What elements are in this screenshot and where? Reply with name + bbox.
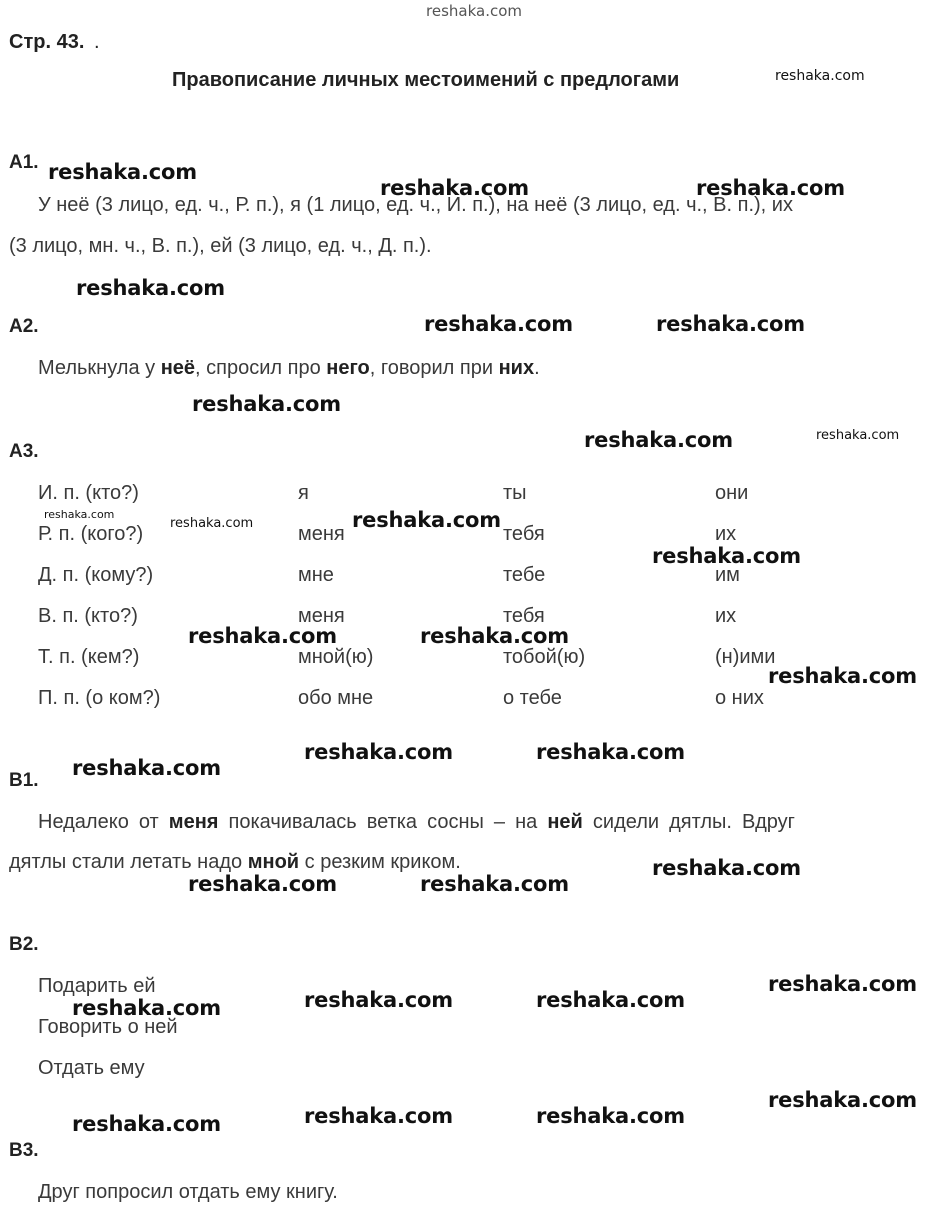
b1-text-part: сидели дятлы. Вдруг <box>582 811 795 833</box>
a2-text <box>38 357 540 380</box>
b2-line: Говорить о ней <box>38 1016 178 1038</box>
watermark: reshaka.com <box>652 544 801 568</box>
watermark: reshaka.com <box>72 756 221 780</box>
a1-line-1: У неё (3 лицо, ед. ч., Р. п.), я (1 лицо, ед. ч., И. п.), на неё (3 лицо, ед. ч., В. п.), их <box>38 194 793 216</box>
watermark: reshaka.com <box>656 312 805 336</box>
a3-case-label: Р. п. (кого?) <box>38 523 144 545</box>
a2-text-part: Мелькнула у <box>38 357 161 379</box>
a3-cell: тебя <box>503 523 545 545</box>
watermark: reshaka.com <box>424 312 573 336</box>
b2-line: Отдать ему <box>38 1057 145 1079</box>
watermark: reshaka.com <box>420 624 569 648</box>
a3-cell: они <box>715 482 749 504</box>
page-label-dot: . <box>93 31 100 53</box>
watermark: reshaka.com <box>188 624 337 648</box>
b1-bold-pronoun: мной <box>247 851 300 873</box>
a1-heading: А1. <box>9 152 39 173</box>
a3-heading: А3. <box>9 441 39 462</box>
b1-bold-pronoun: меня <box>168 811 219 833</box>
watermark: reshaka.com <box>775 68 865 84</box>
watermark: reshaka.com <box>816 428 900 443</box>
watermark: reshaka.com <box>304 988 453 1012</box>
b1-heading: В1. <box>9 770 39 791</box>
a2-heading: А2. <box>9 316 39 337</box>
watermark: reshaka.com <box>652 856 801 880</box>
watermark: reshaka.com <box>768 972 917 996</box>
watermark: reshaka.com <box>352 508 501 532</box>
a1-line-2: (3 лицо, мн. ч., В. п.), ей (3 лицо, ед. ч., Д. п.). <box>9 235 432 257</box>
a2-bold-pronoun: неё <box>160 357 196 379</box>
a3-cell: ты <box>503 482 527 504</box>
b1-line-1 <box>38 811 795 834</box>
watermark: reshaka.com <box>696 176 845 200</box>
a3-cell: (н)ими <box>715 646 776 668</box>
watermark: reshaka.com <box>188 872 337 896</box>
a3-cell: им <box>715 564 740 586</box>
a3-cell: меня <box>298 523 345 545</box>
b2-line: Подарить ей <box>38 975 156 997</box>
a3-cell: о них <box>715 687 764 709</box>
b3-heading: В3. <box>9 1140 39 1161</box>
a3-cell: о тебе <box>503 687 562 709</box>
a3-cell: их <box>715 523 737 545</box>
page-label <box>9 31 100 54</box>
watermark: reshaka.com <box>76 276 225 300</box>
watermark: reshaka.com <box>380 176 529 200</box>
a3-cell: меня <box>298 605 345 627</box>
page-label-text: Стр. 43. <box>9 31 85 53</box>
watermark: reshaka.com <box>304 740 453 764</box>
b1-line-2 <box>9 851 461 874</box>
b1-text-part: покачивалась ветка сосны – на <box>218 811 548 833</box>
b1-text-part: с резким криком. <box>299 851 461 873</box>
watermark: reshaka.com <box>584 428 733 452</box>
watermark: reshaka.com <box>768 1088 917 1112</box>
a3-case-label: В. п. (кто?) <box>38 605 138 627</box>
b2-heading: В2. <box>9 934 39 955</box>
a3-case-label: П. п. (о ком?) <box>38 687 161 709</box>
watermark: reshaka.com <box>768 664 917 688</box>
a3-cell: я <box>298 482 309 504</box>
a2-bold-pronoun: него <box>326 357 370 379</box>
a3-cell: мне <box>298 564 334 586</box>
a2-text-part: , говорил при <box>369 357 499 379</box>
a3-cell: тебя <box>503 605 545 627</box>
a2-text-part: . <box>534 357 540 379</box>
watermark: reshaka.com <box>420 872 569 896</box>
a3-case-label: Т. п. (кем?) <box>38 646 140 668</box>
watermark: reshaka.com <box>304 1104 453 1128</box>
b1-text-part: Недалеко от <box>38 811 169 833</box>
top-watermark: reshaka.com <box>426 2 522 20</box>
watermark: reshaka.com <box>72 1112 221 1136</box>
b3-text: Друг попросил отдать ему книгу. <box>38 1181 338 1203</box>
a3-cell: их <box>715 605 737 627</box>
watermark: reshaka.com <box>72 996 221 1020</box>
a3-cell: мной(ю) <box>298 646 374 668</box>
a2-bold-pronoun: них <box>498 357 535 379</box>
a2-text-part: , спросил про <box>195 357 327 379</box>
page-title: Правописание личных местоимений с предлогами <box>172 69 680 91</box>
watermark: reshaka.com <box>170 516 254 531</box>
watermark: reshaka.com <box>48 160 197 184</box>
b1-bold-pronoun: ней <box>547 811 583 833</box>
watermark: reshaka.com <box>536 740 685 764</box>
a3-cell: обо мне <box>298 687 374 709</box>
watermark: reshaka.com <box>44 508 115 521</box>
watermark: reshaka.com <box>536 1104 685 1128</box>
a3-case-label: И. п. (кто?) <box>38 482 139 504</box>
watermark: reshaka.com <box>192 392 341 416</box>
a3-cell: тебе <box>503 564 546 586</box>
a3-cell: тобой(ю) <box>503 646 586 668</box>
watermark: reshaka.com <box>536 988 685 1012</box>
b1-text-part: дятлы стали летать надо <box>9 851 248 873</box>
a3-case-label: Д. п. (кому?) <box>38 564 154 586</box>
